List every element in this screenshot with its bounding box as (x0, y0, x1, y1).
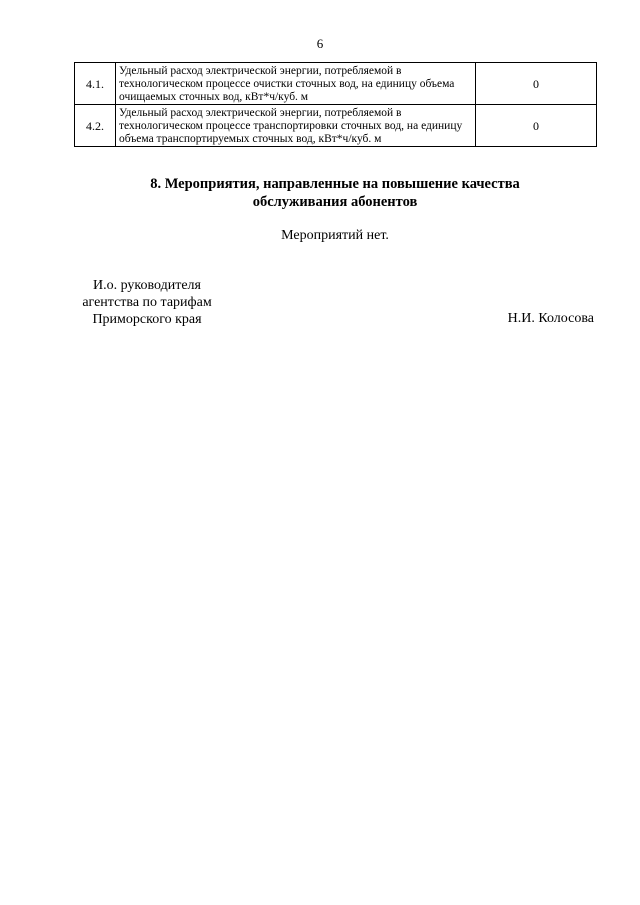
signer-position (72, 277, 222, 328)
signer-position-line-1: И.о. руководителя (92, 278, 201, 293)
row-description: Удельный расход электрической энергии, потребляемой в технологическом процессе транспортировки сточных вод, на единицу объема транспортируемых сточных вод, кВт*ч/куб. м (116, 105, 476, 147)
section-heading-line-1: 8. Мероприятия, направленные на повышение качества (150, 176, 520, 192)
section-heading (60, 175, 610, 211)
row-number: 4.1. (75, 63, 116, 105)
table-row (75, 63, 597, 105)
signer-position-line-2: агентства по тарифам (82, 295, 212, 310)
row-value: 0 (476, 63, 597, 105)
signer-position-line-3: Приморского края (92, 312, 202, 327)
section-body: Мероприятий нет. (281, 228, 389, 243)
signer-name: Н.И. Колосова (507, 311, 594, 326)
row-number: 4.2. (75, 105, 116, 147)
row-description: Удельный расход электрической энергии, потребляемой в технологическом процессе очистки сточных вод, на единицу объема очищаемых сточных вод, кВт*ч/куб. м (116, 63, 476, 105)
indicators-table (74, 62, 597, 147)
row-value: 0 (476, 105, 597, 147)
section-heading-line-2: обслуживания абонентов (252, 194, 418, 210)
table-row (75, 105, 597, 147)
page-number: 6 (316, 36, 324, 51)
